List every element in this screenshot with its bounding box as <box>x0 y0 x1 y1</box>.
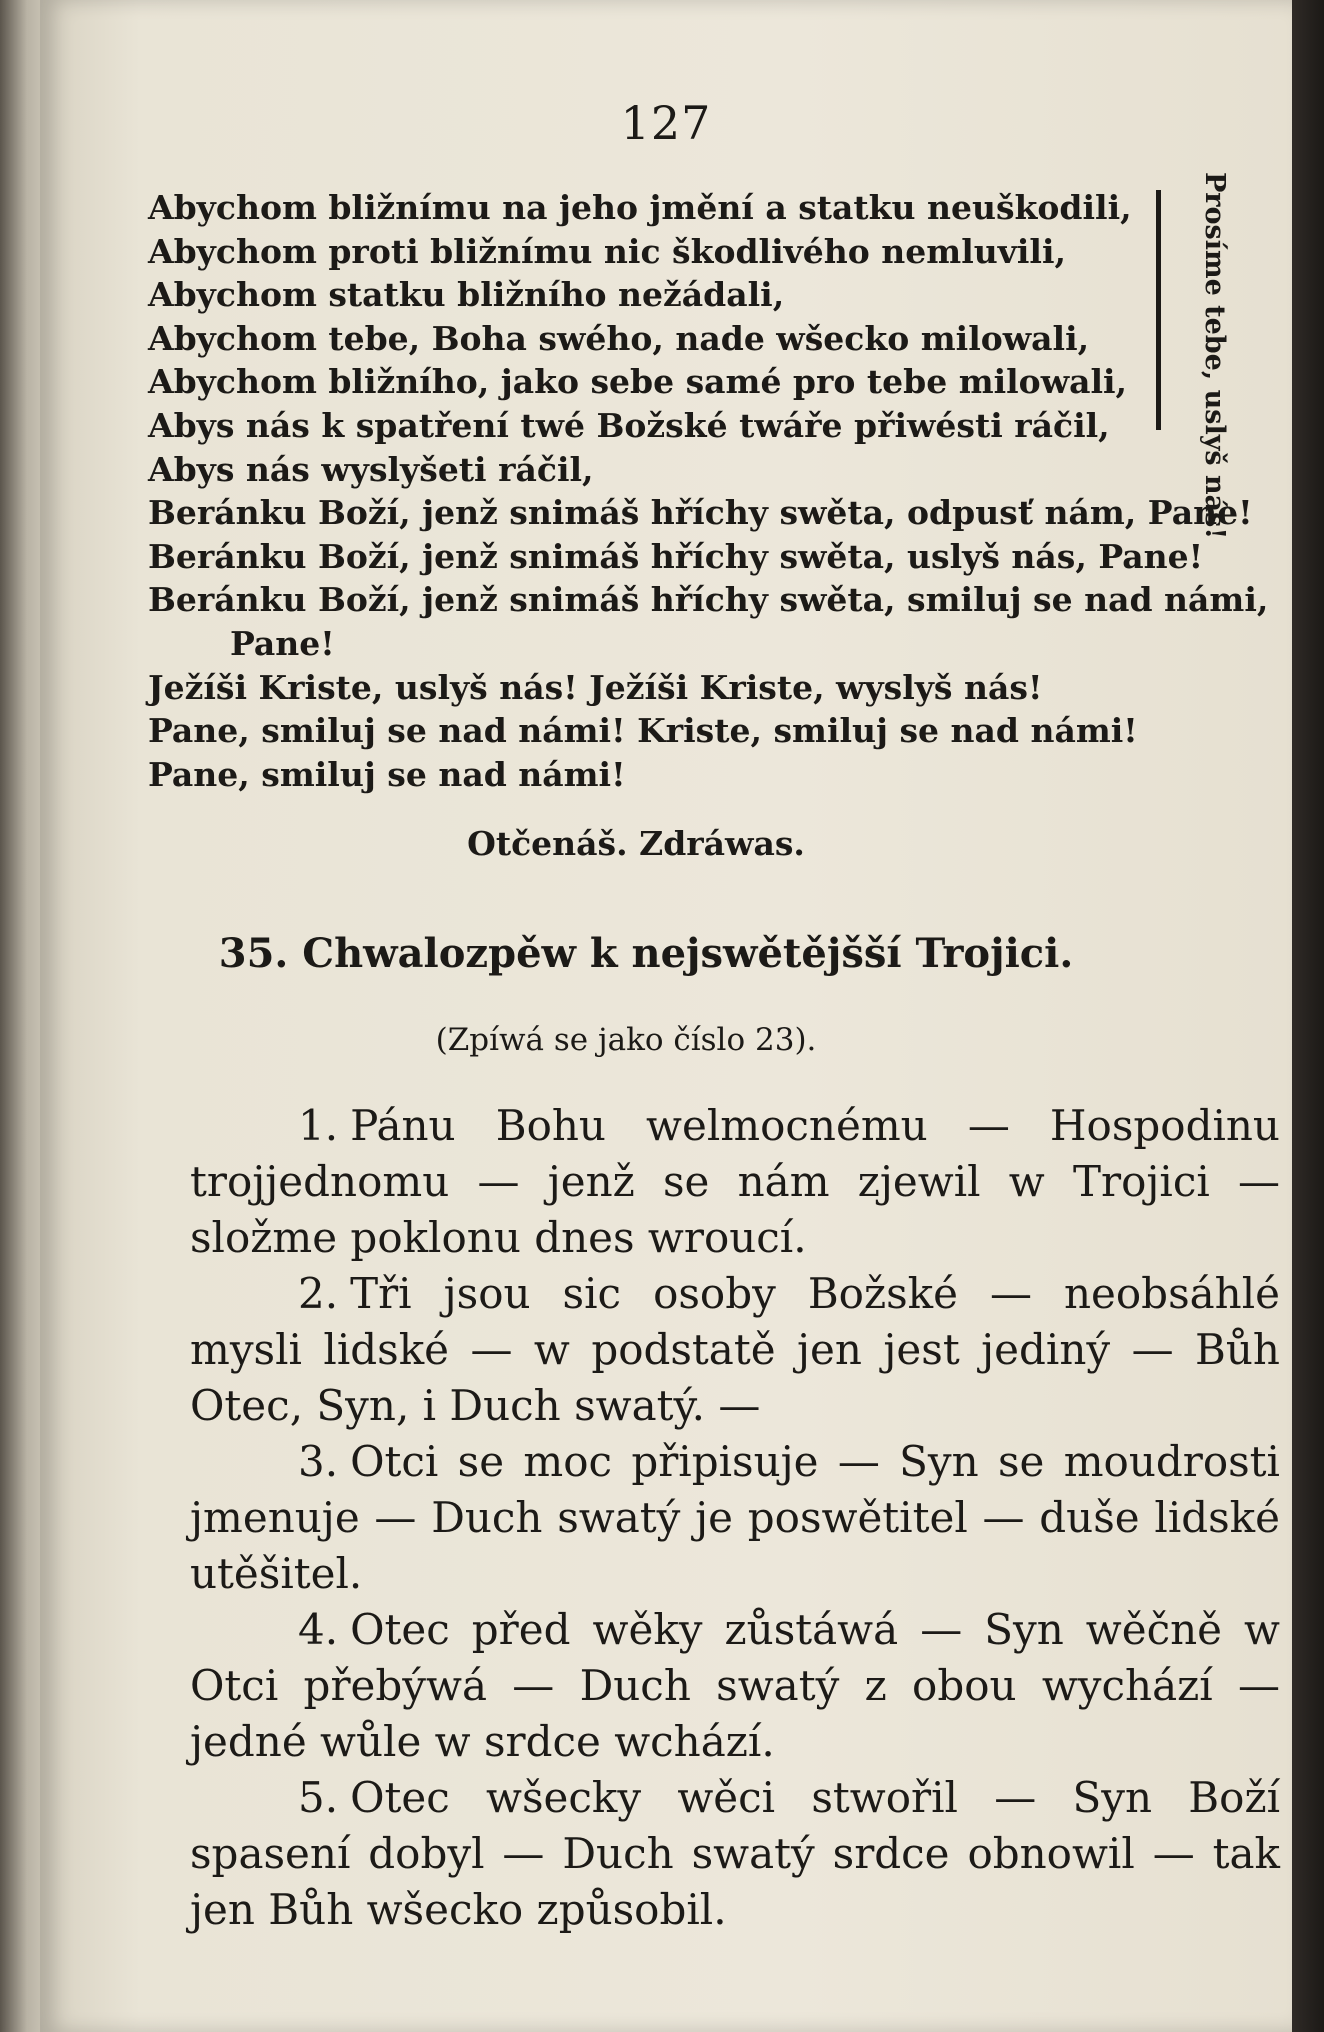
litany-line: Beránku Boží, jenž snimáš hříchy swěta, odpusť nám, Pane! <box>148 493 1253 533</box>
hymn-verse <box>190 1266 1280 1434</box>
hymn-verse <box>190 1770 1280 1938</box>
litany-line: Pane! <box>230 623 335 663</box>
litany-line: Pane, smiluj se nad námi! <box>148 754 626 794</box>
brace-mark <box>1156 190 1175 430</box>
tune-note: (Zpíwá se jako číslo 23). <box>435 1022 817 1058</box>
closing-prayers: Otčenáš. Zdráwas. <box>467 824 805 863</box>
verse-number: 5. <box>298 1773 339 1822</box>
litany-line: Abys nás k spatření twé Božské twáře přiwésti ráčil, <box>148 405 1110 445</box>
litany-block <box>148 186 1288 796</box>
litany-line: Abys nás wyslyšeti ráčil, <box>148 449 594 489</box>
verse-text: Pánu Bohu welmocnému — Hospodinu trojjednomu — jenž se nám zjewil w Trojici — složme poklonu dnes wroucí. <box>190 1101 1280 1262</box>
page-edge <box>1292 0 1324 2032</box>
verse-text: Otci se moc připisuje — Syn se moudrosti jmenuje — Duch swatý je poswětitel — duše lidské utěšitel. <box>190 1437 1280 1598</box>
verse-number: 4. <box>298 1605 339 1654</box>
verse-number: 2. <box>298 1269 339 1318</box>
hymn-verse <box>190 1602 1280 1770</box>
litany-line: Abychom bližního, jako sebe samé pro tebe milowali, <box>148 362 1128 402</box>
litany-line: Beránku Boží, jenž snimáš hříchy swěta, smiluj se nad námi, <box>148 580 1269 620</box>
verse-text: Tři jsou sic osoby Božské — neobsáhlé mysli lidské — w podstatě jen jest jediný — Bůh Otec, Syn, i Duch swatý. — <box>190 1269 1280 1430</box>
litany-line: Pane, smiluj se nad námi! Kriste, smiluj se nad námi! <box>148 711 1138 751</box>
verse-number: 3. <box>298 1437 339 1486</box>
hymn-verse <box>190 1098 1280 1266</box>
hymn-body <box>190 1098 1280 1938</box>
litany-line: Abychom tebe, Boha swého, nade wšecko milowali, <box>148 318 1090 358</box>
verse-text: Otec před wěky zůstáwá — Syn wěčně w Otci přebýwá — Duch swatý z obou wychází — jedné wůle w srdce wchází. <box>190 1605 1280 1766</box>
book-page <box>40 0 1292 2032</box>
hymn-verse <box>190 1434 1280 1602</box>
litany-line: Abychom bližnímu na jeho jmění a statku neuškodili, <box>148 188 1132 227</box>
verse-text: Otec wšecky wěci stwořil — Syn Boží spasení dobyl — Duch swatý srdce obnowil — tak jen Bůh wšecko způsobil. <box>190 1773 1280 1934</box>
litany-line: Abychom proti bližnímu nic škodlivého nemluvili, <box>148 231 1066 271</box>
hymn-title: 35. Chwalozpěw k nejswětějšší Trojici. <box>218 930 1074 977</box>
litany-line: Abychom statku bližního nežádali, <box>148 275 785 315</box>
litany-line: Ježíši Kriste, uslyš nás! Ježíši Kriste, wyslyš nás! <box>148 667 1043 707</box>
verse-number: 1. <box>298 1101 339 1150</box>
side-response: Prosíme tebe, uslyš nás! <box>1199 172 1230 540</box>
page-number: 127 <box>620 96 712 150</box>
litany-line: Beránku Boží, jenž snimáš hříchy swěta, uslyš nás, Pane! <box>148 536 1204 576</box>
